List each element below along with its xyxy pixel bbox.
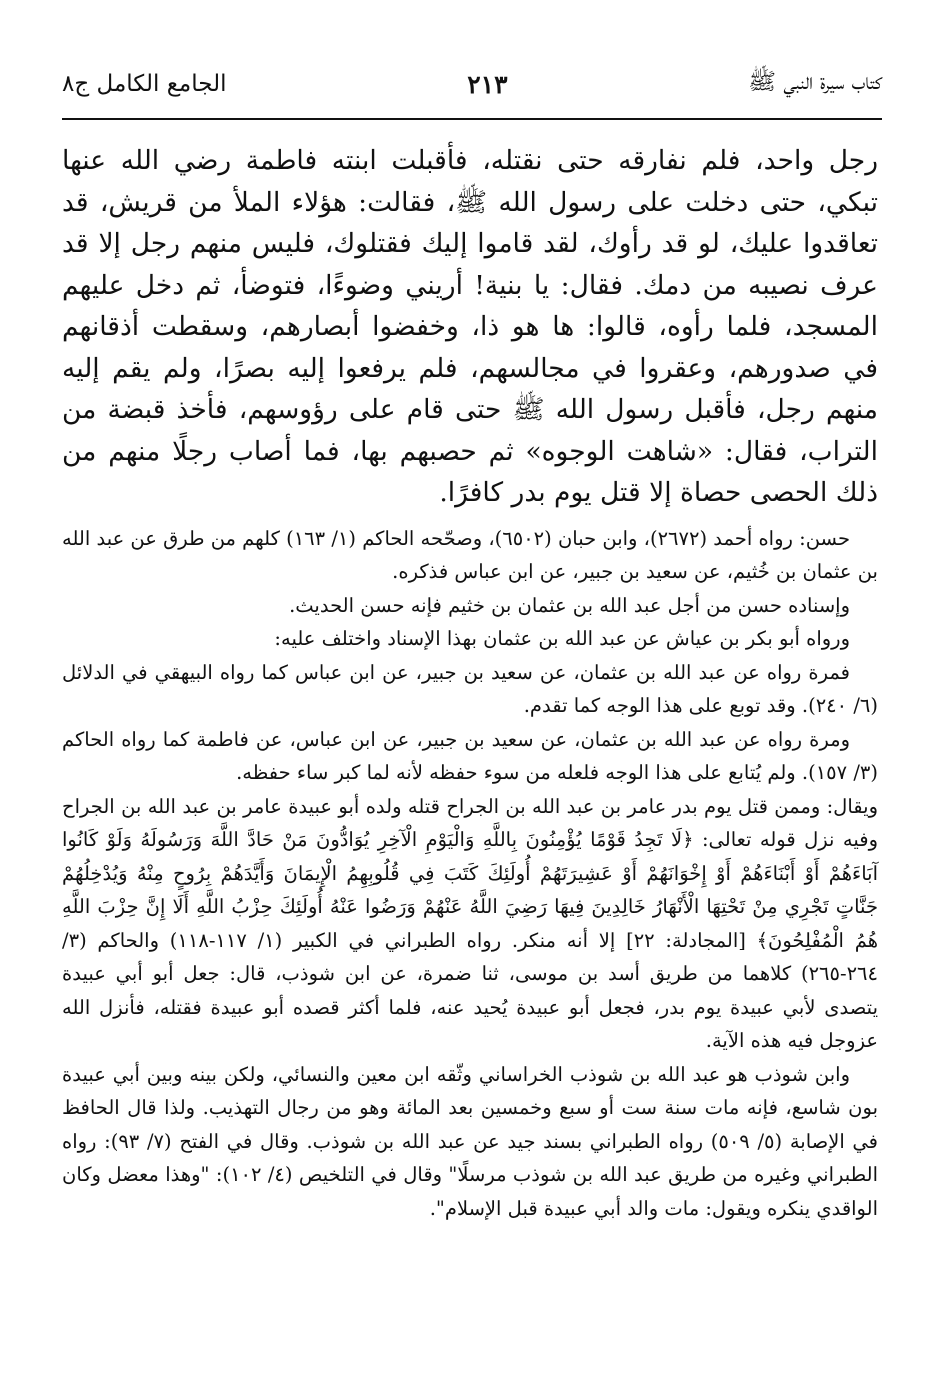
note-paragraph: ومرة رواه عن عبد الله بن عثمان، عن سعيد بن جبير، عن ابن عباس، عن فاطمة كما رواه الحاكم (٣/ ١٥٧). ولم يُتابع على هذا الوجه فلعله من سوء حفظه لأنه لما كبر ساء حفظه. (62, 727, 878, 784)
header-volume-title: الجامع الكامل ج٨ (62, 71, 227, 97)
page-number: ٢١٣ (467, 69, 508, 99)
header-book-title: كتاب سيرة النبي ﷺ (748, 69, 882, 95)
header-rule (62, 118, 882, 120)
note-paragraph: حسن: رواه أحمد (٢٦٧٢)، وابن حبان (٦٥٠٢)، وصحّحه الحاكم (١/ ١٦٣) كلهم من طرق عن عبد الله بن عثمان بن خُثيم، عن سعيد بن جبير، عن ابن عباس فذكره. (61, 526, 878, 583)
note-paragraph: ويقال: وممن قتل يوم بدر عامر بن عبد الله بن الجراح قتله ولده أبو عبيدة عامر بن عبد الله بن الجراح وفيه نزل قوله تعالى: ﴿لَا تَجِدُ قَوْمًا يُؤْمِنُونَ بِاللَّهِ وَالْيَوْمِ الْآخِرِ يُوَادُّونَ مَنْ حَادَّ اللَّهَ وَرَسُولَهُ وَلَوْ كَانُوا آبَاءَهُمْ أَوْ أَبْنَاءَهُمْ أَوْ إِخْوَانَهُمْ أَوْ عَشِيرَتَهُمْ أُولَئِكَ كَتَبَ فِي قُلُوبِهِمُ الْإِيمَانَ وَأَيَّدَهُمْ بِرُوحٍ مِنْهُ وَيُدْخِلُهُمْ جَنَّاتٍ تَجْرِي مِنْ تَحْتِهَا الْأَنْهَارُ خَالِدِينَ فِيهَا رَضِيَ اللَّهُ عَنْهُمْ وَرَضُوا عَنْهُ أُولَئِكَ حِزْبُ اللَّهِ أَلَا إِنَّ حِزْبَ اللَّهِ هُمُ الْمُفْلِحُونَ﴾ [المجادلة: ٢٢] إلا أنه منكر. رواه الطبراني في الكبير (١/ ١١٧-١١٨) والحاكم (٣/ ٢٦٤-٢٦٥) كلاهما من طريق أسد بن موسى، ثنا ضمرة، عن ابن شوذب، قال: جعل أبو أبي عبيدة يتصدى لأبي عبيدة يوم بدر، فجعل أبو عبيدة يُحيد عنه، فلما أكثر قصده أبو عبيدة فقتله، فأنزل الله عزوجل فيه هذه الآية. (62, 794, 878, 1052)
note-paragraph: وإسناده حسن من أجل عبد الله بن عثمان بن خثيم فإنه حسن الحديث. (289, 593, 850, 617)
footnotes-block (62, 522, 878, 1226)
page-header (62, 64, 882, 104)
main-paragraph: رجل واحد، فلم نفارقه حتى نقتله، فأقبلت ابنته فاطمة رضي الله عنها تبكي، حتى دخلت على رسول الله ﷺ، فقالت: هؤلاء الملأ من قريش، قد تعاقدوا عليك، لو قد رأوك، لقد قاموا إليك فقتلوك، فليس منهم رجل إلا قد عرف نصيبه من دمك. فقال: يا بنية! أريني وضوءًا، فتوضأ، ثم دخل عليهم المسجد، فلما رأوه، قالوا: ها هو ذا، وخفضوا أبصارهم، وسقطت أذقانهم في صدورهم، وعقروا في مجالسهم، فلم يرفعوا إليه بصرًا، ولم يقم إليه منهم رجل، فأقبل رسول الله ﷺ حتى قام على رؤوسهم، فأخذ قبضة من التراب، فقال: «شاهت الوجوه» ثم حصبهم بها، فما أصاب رجلًا منهم من ذلك الحصى حصاة إلا قتل يوم بدر كافرًا. (62, 145, 878, 508)
note-paragraph: ورواه أبو بكر بن عياش عن عبد الله بن عثمان بهذا الإسناد واختلف عليه: (274, 627, 850, 650)
note-paragraph: فمرة رواه عن عبد الله بن عثمان، عن سعيد بن جبير، عن ابن عباس كما رواه البيهقي في الدلائل (٦/ ٢٤٠). وقد توبع على هذا الوجه كما تقدم. (62, 660, 878, 717)
page-content (62, 140, 878, 1225)
main-text-block (62, 140, 878, 514)
note-paragraph: وابن شوذب هو عبد الله بن شوذب الخراساني وثّقه ابن معين والنسائي، ولكن بينه وبين أبي عبيدة بون شاسع، فإنه مات سنة ست أو سبع وخمسين بعد المائة وهو من رجال التهذيب. ولذا قال الحافظ في الإصابة (٥/ ٥٠٩) رواه الطبراني بسند جيد عن عبد الله بن شوذب. وقال في الفتح (٧/ ٩٣): رواه الطبراني وغيره من طريق عبد الله بن شوذب مرسلًا" وقال في التلخيص (٤/ ١٠٢): "وهذا معضل وكان الواقدي ينكره ويقول: مات والد أبي عبيدة قبل الإسلام". (62, 1062, 878, 1220)
